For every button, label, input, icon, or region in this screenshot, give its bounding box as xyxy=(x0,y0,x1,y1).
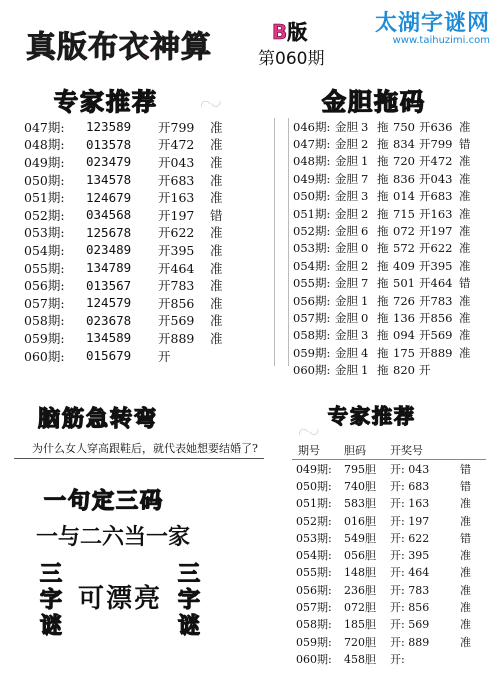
result-cell: 开: 163 xyxy=(390,497,430,511)
period-cell: 055期: xyxy=(296,566,332,580)
mark-cell: 准 xyxy=(460,583,471,597)
table-row xyxy=(20,136,274,154)
result-cell: 开197 xyxy=(158,207,195,223)
period-cell: 048期: xyxy=(293,154,331,169)
code-cell: 013578 xyxy=(86,136,132,152)
result-cell: 开856 xyxy=(158,295,195,311)
gold-right-table xyxy=(288,118,486,378)
mark-cell: 准 xyxy=(459,293,471,308)
period-cell: 059期: xyxy=(296,635,332,649)
column-header-period: 期号 xyxy=(298,443,320,457)
table-row xyxy=(289,222,486,239)
period-cell: 053期: xyxy=(24,225,65,241)
result-cell: 开464 xyxy=(158,260,195,276)
gold-digit-cell: 7 xyxy=(361,171,369,186)
code-cell: 134589 xyxy=(86,330,132,346)
tuo-label-cell: 拖 xyxy=(377,206,389,221)
site-logo[interactable] xyxy=(375,6,490,46)
riddle-answer: 可漂亮 xyxy=(78,584,163,614)
table-row xyxy=(289,327,486,344)
period-cell: 057期: xyxy=(296,601,332,615)
tuo-label-cell: 拖 xyxy=(377,224,389,239)
tuo-digits-cell: 750 xyxy=(393,119,415,134)
gold-label-cell: 金胆 xyxy=(335,345,358,360)
gold-label-cell: 金胆 xyxy=(335,224,358,239)
tuo-digits-cell: 175 xyxy=(393,345,415,360)
gold-digit-cell: 2 xyxy=(361,206,369,221)
mark-cell: 准 xyxy=(459,258,471,273)
gold-label-cell: 金胆 xyxy=(335,154,358,169)
period-cell: 059期: xyxy=(24,330,65,346)
gold-label-cell: 金胆 xyxy=(335,189,358,204)
result-cell: 开163 xyxy=(419,206,453,221)
three-char-riddle-tag-left xyxy=(36,562,66,640)
tuo-label-cell: 拖 xyxy=(377,310,389,325)
three-char-riddle-tag-right xyxy=(174,562,204,640)
result-cell: 开: 683 xyxy=(390,479,430,493)
code-cell: 236胆 xyxy=(344,583,376,597)
gold-digit-cell: 4 xyxy=(361,345,369,360)
gold-label-cell: 金胆 xyxy=(335,241,358,256)
period-cell: 059期: xyxy=(293,345,331,360)
table-row xyxy=(20,206,274,224)
result-cell: 开683 xyxy=(158,172,195,188)
result-cell: 开 xyxy=(158,348,171,364)
table-row xyxy=(289,153,486,170)
column-header-code: 胆码 xyxy=(344,443,366,457)
tuo-digits-cell: 720 xyxy=(393,154,415,169)
mark-cell: 准 xyxy=(459,189,471,204)
result-cell: 开: 395 xyxy=(390,549,430,563)
table-row xyxy=(292,477,486,494)
mark-cell: 错 xyxy=(460,479,471,493)
mark-cell: 错 xyxy=(460,462,471,476)
result-cell: 开043 xyxy=(158,154,195,170)
logo-url: www.taihuzimi.com xyxy=(392,35,490,46)
code-cell: 023489 xyxy=(86,242,132,258)
tuo-label-cell: 拖 xyxy=(377,171,389,186)
mark-cell: 准 xyxy=(210,242,223,258)
period-cell: 053期: xyxy=(293,241,331,256)
period-cell: 054期: xyxy=(24,242,65,258)
riddle-divider xyxy=(14,458,264,464)
table-row xyxy=(292,546,486,563)
tuo-label-cell: 拖 xyxy=(377,276,389,291)
table-row xyxy=(289,309,486,326)
tag-char: 谜 xyxy=(39,614,62,639)
mark-cell: 准 xyxy=(210,330,223,346)
code-cell: 125678 xyxy=(86,224,132,240)
table-row xyxy=(292,460,486,477)
result-cell: 开: 043 xyxy=(390,462,430,476)
period-cell: 047期: xyxy=(293,137,331,152)
code-cell: 583胆 xyxy=(344,497,376,511)
gold-label-cell: 金胆 xyxy=(335,171,358,186)
gold-digit-cell: 0 xyxy=(361,310,369,325)
tag-char: 字 xyxy=(39,588,62,613)
table-header xyxy=(292,440,486,460)
gold-digit-cell: 1 xyxy=(361,154,369,169)
code-cell: 795胆 xyxy=(344,462,376,476)
period-cell: 049期: xyxy=(293,171,331,186)
result-cell: 开799 xyxy=(419,137,453,152)
period-cell: 057期: xyxy=(293,310,331,325)
mark-cell: 准 xyxy=(210,313,223,329)
tuo-digits-cell: 726 xyxy=(393,293,415,308)
result-cell: 开472 xyxy=(158,137,195,153)
table-row xyxy=(289,292,486,309)
tuo-label-cell: 拖 xyxy=(377,345,389,360)
table-row xyxy=(292,598,486,615)
riddle-heading: 脑筋急转弯 xyxy=(38,407,159,432)
column-header-result: 开奖号 xyxy=(390,443,423,457)
result-cell: 开197 xyxy=(419,224,453,239)
tag-char: 字 xyxy=(177,588,200,613)
code-cell: 148胆 xyxy=(344,566,376,580)
issue-number: 第060期 xyxy=(258,49,325,69)
table-row xyxy=(20,294,274,312)
table-row xyxy=(20,118,274,136)
table-row xyxy=(292,512,486,529)
table-row xyxy=(289,344,486,361)
gold-right-heading: 金胆拖码 xyxy=(322,88,426,116)
gold-digit-cell: 6 xyxy=(361,224,369,239)
period-cell: 054期: xyxy=(293,258,331,273)
mark-cell: 准 xyxy=(460,635,471,649)
expert-right-heading: 专家推荐 xyxy=(328,404,416,428)
table-row xyxy=(20,224,274,242)
one-code-heading: 一句定三码 xyxy=(44,489,165,514)
period-cell: 058期: xyxy=(24,313,65,329)
result-cell: 开636 xyxy=(419,119,453,134)
code-cell: 740胆 xyxy=(344,479,376,493)
result-cell: 开: 622 xyxy=(390,531,430,545)
gold-digit-cell: 3 xyxy=(361,119,369,134)
mark-cell: 准 xyxy=(210,278,223,294)
table-row xyxy=(292,581,486,598)
mark-cell: 准 xyxy=(460,618,471,632)
table-row xyxy=(289,118,486,135)
tuo-digits-cell: 094 xyxy=(393,328,415,343)
gold-label-cell: 金胆 xyxy=(335,363,358,378)
mark-cell: 准 xyxy=(460,566,471,580)
logo-name: 太湖字谜网 xyxy=(374,11,490,36)
result-cell: 开395 xyxy=(158,242,195,258)
tuo-label-cell: 拖 xyxy=(377,363,389,378)
gold-digit-cell: 2 xyxy=(361,258,369,273)
code-cell: 015679 xyxy=(86,348,132,364)
table-row xyxy=(289,188,486,205)
mark-cell: 准 xyxy=(459,206,471,221)
mark-cell: 准 xyxy=(459,154,471,169)
result-cell: 开: 197 xyxy=(390,514,430,528)
tuo-label-cell: 拖 xyxy=(377,328,389,343)
tuo-digits-cell: 072 xyxy=(393,224,415,239)
code-cell: 124679 xyxy=(86,189,132,205)
table-body xyxy=(292,460,486,668)
table-row xyxy=(289,361,486,378)
period-cell: 056期: xyxy=(293,293,331,308)
table-row xyxy=(20,153,274,171)
table-row xyxy=(289,170,486,187)
code-cell: 056胆 xyxy=(344,549,376,563)
mark-cell: 准 xyxy=(210,260,223,276)
code-cell: 134789 xyxy=(86,260,132,276)
result-cell: 开395 xyxy=(419,258,453,273)
mark-cell: 错 xyxy=(210,207,223,223)
period-cell: 051期: xyxy=(296,497,332,511)
code-cell: 023678 xyxy=(86,312,132,328)
result-cell: 开799 xyxy=(158,119,195,135)
period-cell: 060期: xyxy=(293,363,331,378)
tuo-label-cell: 拖 xyxy=(377,293,389,308)
result-cell: 开889 xyxy=(158,330,195,346)
gold-label-cell: 金胆 xyxy=(335,276,358,291)
period-cell: 047期: xyxy=(24,119,65,135)
mark-cell: 准 xyxy=(459,224,471,239)
result-cell: 开: 569 xyxy=(390,618,430,632)
tuo-digits-cell: 836 xyxy=(393,171,415,186)
table-row xyxy=(292,633,486,650)
watermark-swoosh: ◠◡ xyxy=(198,93,223,113)
mark-cell: 准 xyxy=(459,328,471,343)
result-cell: 开856 xyxy=(419,310,453,325)
edition-label: B版 xyxy=(272,20,308,44)
table-row xyxy=(292,495,486,512)
code-cell: 720胆 xyxy=(344,635,376,649)
tuo-digits-cell: 136 xyxy=(393,310,415,325)
gold-label-cell: 金胆 xyxy=(335,293,358,308)
table-row xyxy=(20,188,274,206)
tuo-digits-cell: 715 xyxy=(393,206,415,221)
code-cell: 123589 xyxy=(86,119,132,135)
period-cell: 060期: xyxy=(296,652,332,666)
period-cell: 052期: xyxy=(296,514,332,528)
gold-digit-cell: 0 xyxy=(361,241,369,256)
mark-cell: 准 xyxy=(459,241,471,256)
code-cell: 124579 xyxy=(86,295,132,311)
mark-cell: 准 xyxy=(210,172,223,188)
page-title: 真版布衣神算 xyxy=(26,30,212,65)
gold-label-cell: 金胆 xyxy=(335,258,358,273)
period-cell: 048期: xyxy=(24,137,65,153)
tag-char: 三 xyxy=(177,562,200,587)
mark-cell: 错 xyxy=(460,531,471,545)
expert-right-table xyxy=(292,440,486,668)
period-cell: 052期: xyxy=(24,207,65,223)
gold-digit-cell: 2 xyxy=(361,137,369,152)
table-row xyxy=(20,241,274,259)
gold-digit-cell: 1 xyxy=(361,363,369,378)
table-row xyxy=(289,275,486,292)
period-cell: 060期: xyxy=(24,348,65,364)
mark-cell: 错 xyxy=(459,137,471,152)
result-cell: 开569 xyxy=(419,328,453,343)
tuo-label-cell: 拖 xyxy=(377,119,389,134)
period-cell: 056期: xyxy=(24,278,65,294)
period-cell: 056期: xyxy=(296,583,332,597)
mark-cell: 准 xyxy=(459,119,471,134)
result-cell: 开: xyxy=(390,652,405,666)
result-cell: 开683 xyxy=(419,189,453,204)
table-row xyxy=(20,259,274,277)
period-cell: 054期: xyxy=(296,549,332,563)
code-cell: 072胆 xyxy=(344,601,376,615)
period-cell: 049期: xyxy=(296,462,332,476)
period-cell: 050期: xyxy=(296,479,332,493)
code-cell: 185胆 xyxy=(344,618,376,632)
tag-char: 三 xyxy=(39,562,62,587)
result-cell: 开472 xyxy=(419,154,453,169)
gold-digit-cell: 3 xyxy=(361,189,369,204)
code-cell: 034568 xyxy=(86,207,132,223)
period-cell: 052期: xyxy=(293,224,331,239)
code-cell: 134578 xyxy=(86,172,132,188)
table-row xyxy=(289,240,486,257)
mark-cell: 准 xyxy=(460,601,471,615)
gold-label-cell: 金胆 xyxy=(335,119,358,134)
tuo-digits-cell: 834 xyxy=(393,137,415,152)
code-cell: 023479 xyxy=(86,154,132,170)
result-cell: 开: 889 xyxy=(390,635,430,649)
code-cell: 013567 xyxy=(86,277,132,293)
period-cell: 055期: xyxy=(24,260,65,276)
tuo-label-cell: 拖 xyxy=(377,241,389,256)
tag-char: 谜 xyxy=(177,614,200,639)
tuo-label-cell: 拖 xyxy=(377,189,389,204)
tuo-digits-cell: 409 xyxy=(393,258,415,273)
gold-digit-cell: 7 xyxy=(361,276,369,291)
result-cell: 开: 783 xyxy=(390,583,430,597)
mark-cell: 准 xyxy=(210,225,223,241)
period-cell: 058期: xyxy=(296,618,332,632)
tuo-label-cell: 拖 xyxy=(377,154,389,169)
tuo-label-cell: 拖 xyxy=(377,137,389,152)
code-cell: 549胆 xyxy=(344,531,376,545)
result-cell: 开569 xyxy=(158,313,195,329)
gold-digit-cell: 1 xyxy=(361,293,369,308)
table-row xyxy=(292,650,486,667)
code-cell: 458胆 xyxy=(344,652,376,666)
period-cell: 053期: xyxy=(296,531,332,545)
result-cell: 开163 xyxy=(158,190,195,206)
gold-label-cell: 金胆 xyxy=(335,310,358,325)
result-cell: 开783 xyxy=(158,278,195,294)
gold-label-cell: 金胆 xyxy=(335,328,358,343)
result-cell: 开622 xyxy=(158,225,195,241)
result-cell: 开 xyxy=(419,363,431,378)
table-row xyxy=(20,171,274,189)
expert-left-heading: 专家推荐 xyxy=(54,88,158,116)
mark-cell: 准 xyxy=(210,295,223,311)
gold-label-cell: 金胆 xyxy=(335,206,358,221)
period-cell: 055期: xyxy=(293,276,331,291)
mark-cell: 准 xyxy=(460,514,471,528)
period-cell: 058期: xyxy=(293,328,331,343)
code-cell: 016胆 xyxy=(344,514,376,528)
result-cell: 开783 xyxy=(419,293,453,308)
result-cell: 开464 xyxy=(419,276,453,291)
mark-cell: 准 xyxy=(210,137,223,153)
table-row xyxy=(289,257,486,274)
mark-cell: 准 xyxy=(459,171,471,186)
mark-cell: 准 xyxy=(459,345,471,360)
table-row xyxy=(20,347,274,365)
period-cell: 051期: xyxy=(24,190,65,206)
one-code-text: 一与二六当一家 xyxy=(36,525,191,550)
expert-left-table xyxy=(20,118,275,366)
period-cell: 046期: xyxy=(293,119,331,134)
table-row xyxy=(20,312,274,330)
tuo-label-cell: 拖 xyxy=(377,258,389,273)
table-row xyxy=(289,205,486,222)
mark-cell: 准 xyxy=(210,190,223,206)
result-cell: 开043 xyxy=(419,171,453,186)
period-cell: 051期: xyxy=(293,206,331,221)
watermark-swoosh: ◠◡ xyxy=(296,421,321,441)
gold-label-cell: 金胆 xyxy=(335,137,358,152)
tuo-digits-cell: 572 xyxy=(393,241,415,256)
table-row xyxy=(289,135,486,152)
mark-cell: 准 xyxy=(459,310,471,325)
period-cell: 050期: xyxy=(293,189,331,204)
result-cell: 开889 xyxy=(419,345,453,360)
mark-cell: 准 xyxy=(460,549,471,563)
table-row xyxy=(20,329,274,347)
table-row xyxy=(292,529,486,546)
mark-cell: 准 xyxy=(210,154,223,170)
result-cell: 开: 464 xyxy=(390,566,430,580)
mark-cell: 准 xyxy=(460,497,471,511)
table-row xyxy=(292,616,486,633)
tuo-digits-cell: 014 xyxy=(393,189,415,204)
result-cell: 开622 xyxy=(419,241,453,256)
table-row xyxy=(292,564,486,581)
mark-cell: 错 xyxy=(459,276,471,291)
result-cell: 开: 856 xyxy=(390,601,430,615)
gold-digit-cell: 3 xyxy=(361,328,369,343)
period-cell: 049期: xyxy=(24,154,65,170)
mark-cell: 准 xyxy=(210,119,223,135)
table-row xyxy=(20,276,274,294)
tuo-digits-cell: 820 xyxy=(393,363,415,378)
tuo-digits-cell: 501 xyxy=(393,276,415,291)
riddle-question: 为什么女人穿高跟鞋后，就代表她想要结婚了? xyxy=(32,442,258,455)
period-cell: 050期: xyxy=(24,172,65,188)
period-cell: 057期: xyxy=(24,295,65,311)
